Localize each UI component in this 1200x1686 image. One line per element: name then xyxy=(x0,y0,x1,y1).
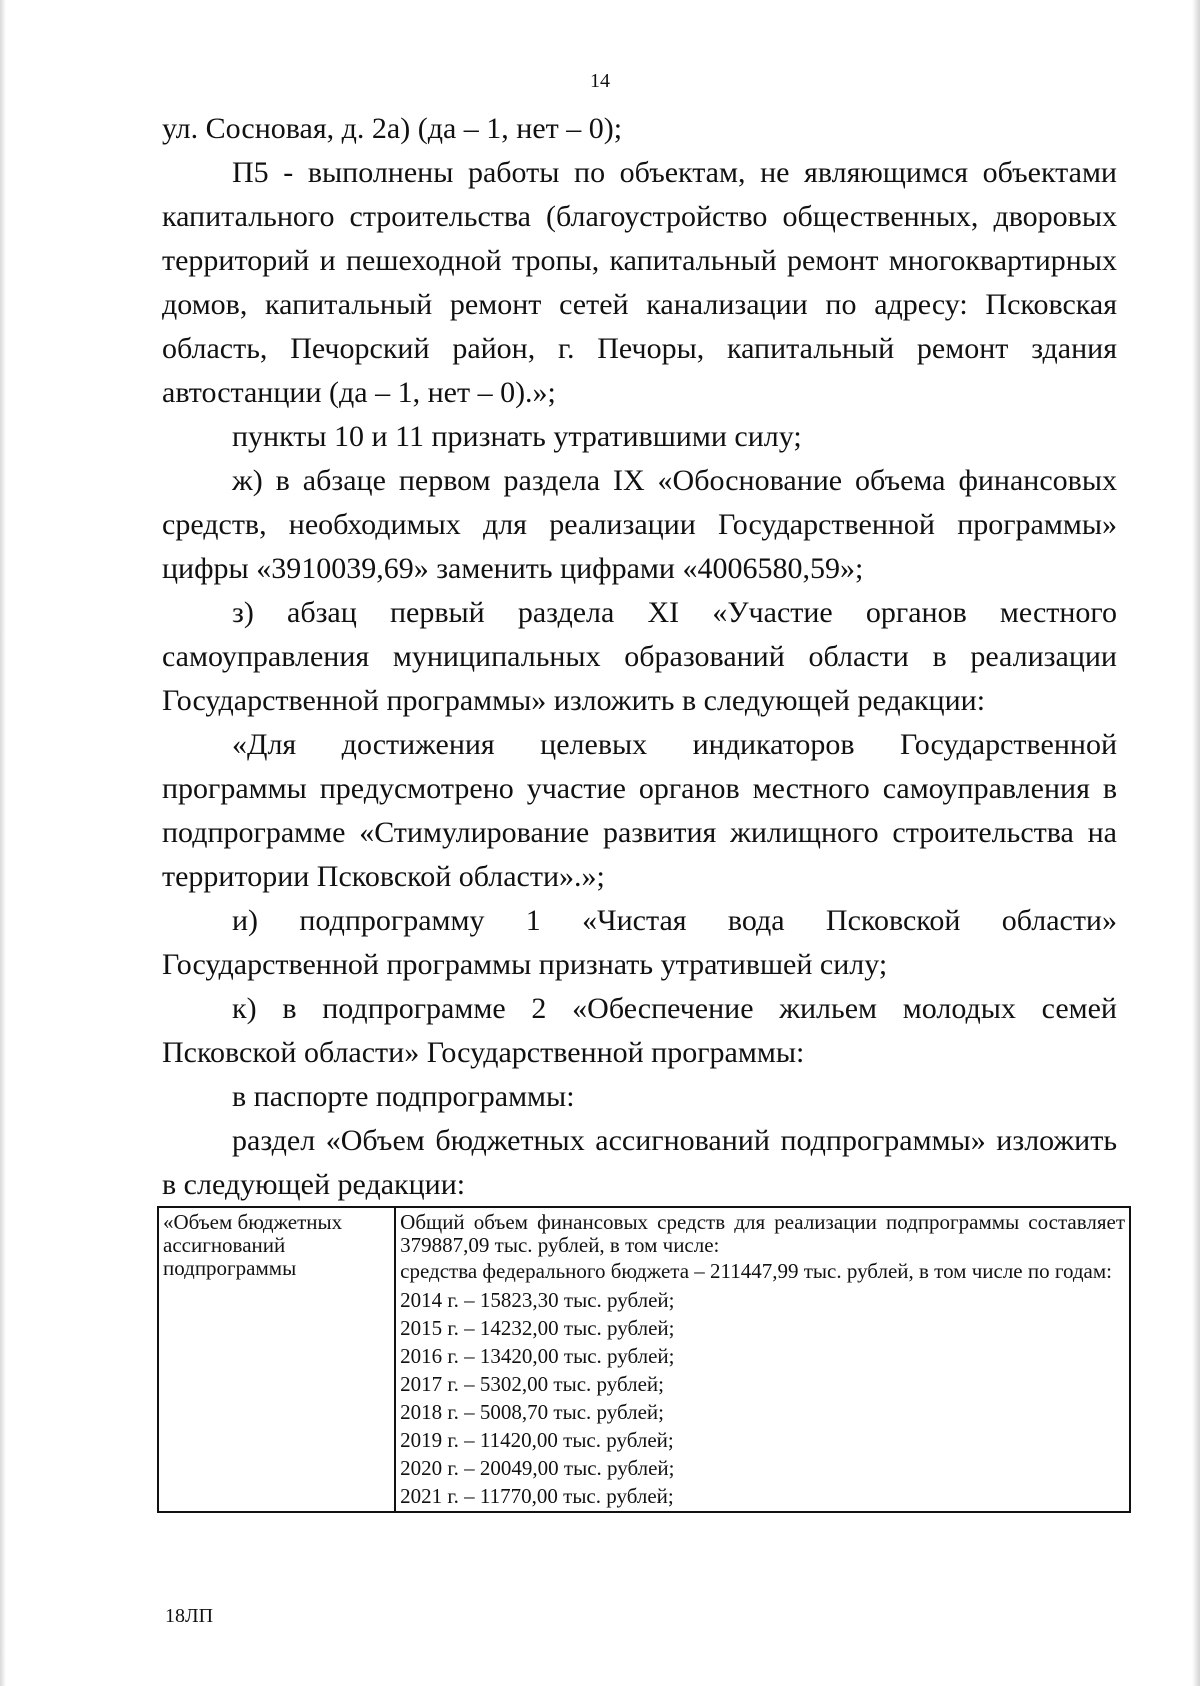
year-funding-line: 2018 г. – 5008,70 тыс. рублей; xyxy=(400,1400,665,1424)
table-content-cell xyxy=(395,1207,1130,1512)
scan-edge-right xyxy=(1192,0,1200,1686)
document-body xyxy=(162,107,1117,1207)
document-code: 18ЛП xyxy=(165,1605,214,1627)
paragraph: раздел «Объем бюджетных ассигнований подпрограммы» изложить в следующей редакции: xyxy=(162,1124,1117,1201)
budget-allocation-table xyxy=(157,1206,1131,1513)
paragraph: ж) в абзаце первом раздела IX «Обоснование объема финансовых средств, необходимых для реализации Государственной программы» цифры «3910039,69» заменить цифрами «4006580,59»; xyxy=(162,464,1117,585)
paragraph: ул. Сосновая, д. 2а) (да – 1, нет – 0); xyxy=(162,112,623,145)
paragraph: «Для достижения целевых индикаторов Государственной программы предусмотрено участие органов местного самоуправления в подпрограмме «Стимулирование развития жилищного строительства на территории Псковской области».»; xyxy=(162,728,1117,893)
year-funding-line: 2020 г. – 20049,00 тыс. рублей; xyxy=(400,1456,675,1480)
year-funding-line: 2015 г. – 14232,00 тыс. рублей; xyxy=(400,1316,675,1340)
year-funding-line: 2014 г. – 15823,30 тыс. рублей; xyxy=(400,1288,675,1312)
paragraph: и) подпрограмму 1 «Чистая вода Псковской области» Государственной программы признать утратившей силу; xyxy=(162,904,1117,981)
paragraph: к) в подпрограмме 2 «Обеспечение жильем молодых семей Псковской области» Государственной программы: xyxy=(162,992,1117,1069)
paragraph: з) абзац первый раздела XI «Участие органов местного самоуправления муниципальных образований области в реализации Государственной программы» изложить в следующей редакции: xyxy=(162,596,1117,717)
paragraph: пункты 10 и 11 признать утратившими силу; xyxy=(232,420,802,453)
page-number: 14 xyxy=(590,70,610,92)
year-funding-line: 2021 г. – 11770,00 тыс. рублей; xyxy=(400,1484,674,1508)
scan-edge-left xyxy=(0,0,6,1686)
table-label-cell: «Объем бюджетных ассигнований подпрограммы xyxy=(158,1207,395,1512)
year-funding-line: 2016 г. – 13420,00 тыс. рублей; xyxy=(400,1344,675,1368)
paragraph: П5 - выполнены работы по объектам, не являющимся объектами капитального строительства (благоустройство общественных, дворовых территорий и пешеходной тропы, капитальный ремонт многоквартирных домов, капитальный ремонт сетей канализации по адресу: Псковская область, Печорский район, г. Печоры, капитальный ремонт здания автостанции (да – 1, нет – 0).»; xyxy=(162,156,1117,409)
federal-funding-text: средства федерального бюджета – 211447,99 тыс. рублей, в том числе по годам: xyxy=(400,1259,1112,1283)
total-funding-text: Общий объем финансовых средств для реализации подпрограммы составляет 379887,09 тыс. рублей, в том числе: xyxy=(400,1210,1125,1257)
year-funding-line: 2017 г. – 5302,00 тыс. рублей; xyxy=(400,1372,665,1396)
table-row xyxy=(158,1207,1130,1512)
year-funding-line: 2019 г. – 11420,00 тыс. рублей; xyxy=(400,1428,674,1452)
paragraph: в паспорте подпрограммы: xyxy=(232,1080,575,1113)
